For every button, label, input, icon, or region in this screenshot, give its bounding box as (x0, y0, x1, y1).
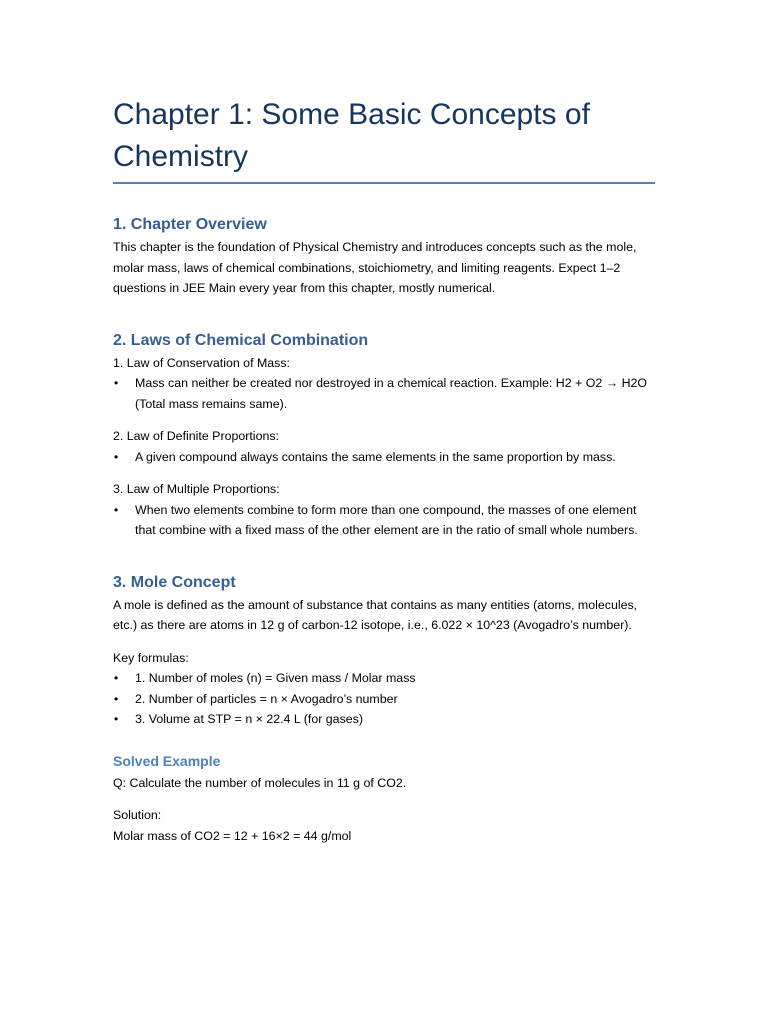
page-title: Chapter 1: Some Basic Concepts of Chemistry (113, 98, 590, 173)
section-heading: 2. Laws of Chemical Combination (113, 331, 369, 349)
list-item-text: When two elements combine to form more than one compound, the masses of one element that combine with a fixed mass of the other element are in the ratio of small whole numbers. (135, 502, 638, 537)
law-label: 2. Law of Definite Proportions: (113, 429, 279, 443)
bullet-list (113, 373, 658, 414)
bullet-list (113, 447, 658, 468)
section-heading: 3. Mole Concept (113, 573, 236, 591)
list-item (113, 689, 658, 710)
section-paragraph: This chapter is the foundation of Physical Chemistry and introduces concepts such as the mole, molar mass, laws of chemical combinations, stoichiometry, and limiting reagents. Expect 1–2 questions in JEE Main every year from this chapter, mostly numerical. (113, 240, 637, 295)
list-item-text: Mass can neither be created nor destroyed in a chemical reaction. Example: H2 + O2 → H2O (Total mass remains same). (135, 376, 648, 411)
law-label: 1. Law of Conservation of Mass: (113, 355, 290, 370)
bullet-icon: • (114, 449, 119, 464)
law-label: 3. Law of Multiple Proportions: (113, 482, 280, 496)
document-content (113, 94, 658, 846)
list-item (113, 373, 658, 414)
list-item (113, 668, 658, 689)
list-item-text: A given compound always contains the same elements in the same proportion by mass. (135, 449, 616, 464)
section-paragraph: A mole is defined as the amount of substance that contains as many entities (atoms, molecules, etc.) as there are atoms in 12 g of carbon-12 isotope, i.e., 6.022 × 10^23 (Avogadro’s number). (113, 597, 638, 632)
section-laws (113, 331, 658, 541)
bullet-list (113, 500, 658, 541)
list-item (113, 709, 658, 730)
bullet-icon: • (114, 712, 119, 726)
section-mole-concept (113, 573, 658, 847)
bullet-icon: • (114, 376, 119, 390)
list-item (113, 447, 658, 468)
bullet-icon: • (114, 671, 119, 685)
subsection-heading: Solved Example (113, 752, 221, 769)
solution-label: Solution: (113, 808, 162, 822)
title-underline (113, 182, 655, 184)
section-chapter-overview (113, 215, 658, 299)
bullet-icon: • (114, 502, 119, 517)
formula-list (113, 668, 658, 730)
bullet-icon: • (114, 691, 119, 706)
example-question: Q: Calculate the number of molecules in 11 g of CO2. (113, 775, 407, 790)
solution-line: Molar mass of CO2 = 12 + 16×2 = 44 g/mol (113, 828, 352, 843)
section-heading: 1. Chapter Overview (113, 216, 267, 233)
list-item-text: 1. Number of moles (n) = Given mass / Molar mass (135, 671, 416, 685)
list-item (113, 500, 658, 541)
solved-example (113, 751, 658, 847)
list-item-text: 3. Volume at STP = n × 22.4 L (for gases) (135, 712, 363, 726)
key-formulas-label: Key formulas: (113, 650, 189, 665)
list-item-text: 2. Number of particles = n × Avogadro’s number (135, 691, 398, 706)
